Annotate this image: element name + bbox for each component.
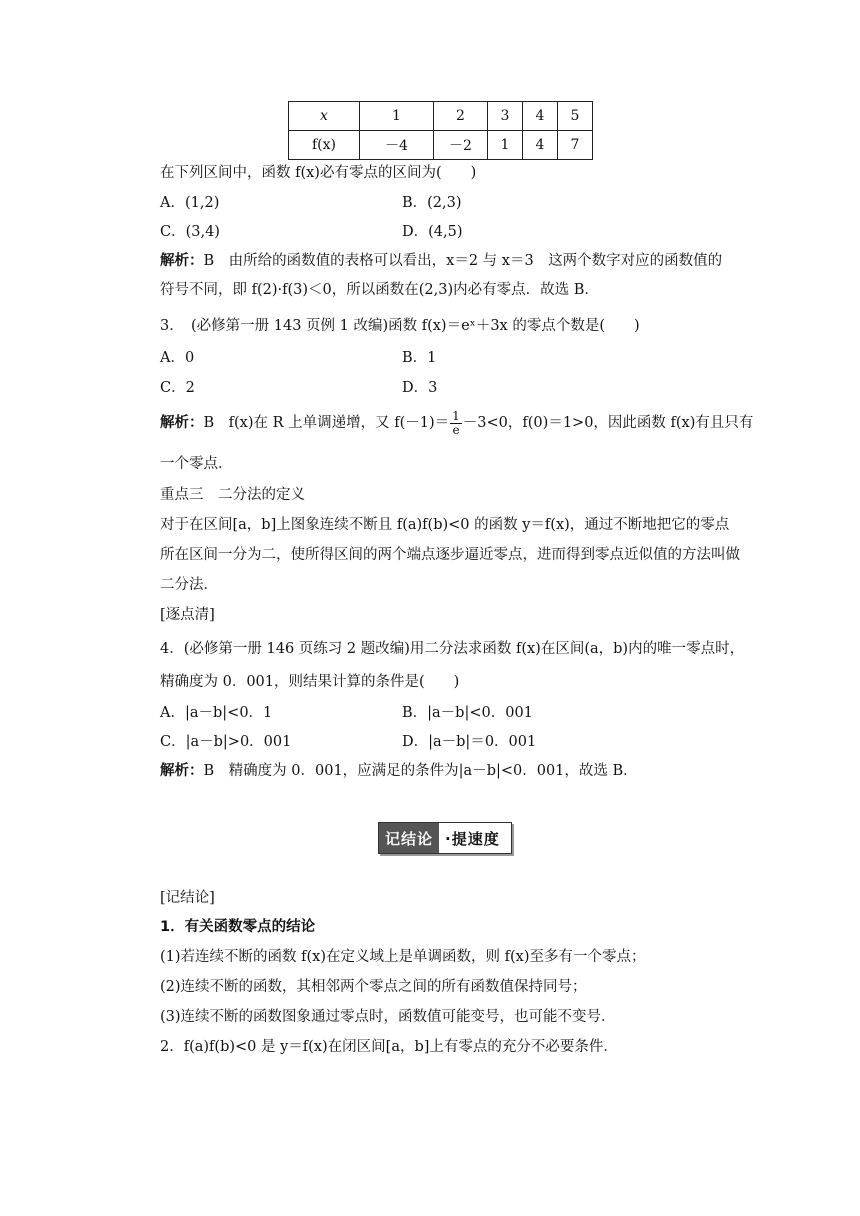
table-cell: 1 [360,102,434,131]
conclusion-item: 2．f(a)f(b)<0 是 y＝f(x)在闭区间[a，b]上有零点的充分不必要条件． [160,1039,618,1055]
solution-label: 解析： [160,763,204,779]
conclusion-item: (3)连续不断的函数图象通过零点时，函数值可能变号，也可能不变号． [160,1009,616,1025]
table-header-row [289,102,593,131]
drill-label: [逐点清] [160,607,215,623]
definition-text: 对于在区间[a，b]上图象连续不断且 f(a)f(b)<0 的函数 y＝f(x)，通过不断地把它的零点 [160,517,730,533]
question-3-option-c: C．2 [160,380,195,396]
table-cell: 1 [488,131,523,160]
table-cell: －4 [360,131,434,160]
question-2-stem: 在下列区间中，函数 f(x)必有零点的区间为( ) [160,165,477,181]
definition-text: 二分法． [160,577,218,593]
question-3-option-d: D．3 [402,380,438,396]
table-cell: x [289,102,360,131]
question-4-stem-line2: 精确度为 0．001，则结果计算的条件是( ) [160,674,460,690]
question-2-option-b: B．(2,3) [402,195,462,211]
banner-right: ·提速度 [439,823,506,853]
question-4-solution [160,761,638,781]
table-cell: 2 [434,102,488,131]
table-cell: 3 [488,102,523,131]
banner-left: 记结论 [379,823,439,853]
conclusions-label: [记结论] [160,890,215,906]
solution-label: 解析： [160,253,204,269]
fraction [450,410,462,437]
question-4-option-d: D．|a－b|＝0．001 [402,734,537,750]
question-2-option-c: C．(3,4) [160,224,220,240]
table-cell: 4 [523,131,558,160]
question-2-option-d: D．(4,5) [402,224,463,240]
question-3-solution-line2: 一个零点． [160,456,233,472]
solution-text: B 精确度为 0．001，应满足的条件为|a－b|<0．001，故选 B． [203,763,638,779]
section-title: 重点三 二分法的定义 [160,487,305,503]
section-banner [378,822,512,854]
value-table [288,101,593,160]
fraction-denominator: e [452,422,460,437]
table-cell: f(x) [289,131,360,160]
solution-text: B f(x)在 R 上单调递增，又 f(－1)＝ [203,415,450,431]
question-3-option-a: A．0 [160,350,195,366]
table-cell: －2 [434,131,488,160]
table-cell: 4 [523,102,558,131]
question-4-option-b: B．|a－b|<0．001 [402,705,533,721]
table-row [289,131,593,160]
definition-text: 所在区间一分为二，使所得区间的两个端点逐步逼近零点，进而得到零点近似值的方法叫做 [160,547,740,563]
table-cell: 7 [558,131,593,160]
question-4-option-a: A．|a－b|<0．1 [160,705,273,721]
conclusions-heading: 1．有关函数零点的结论 [160,919,316,935]
question-2-solution [160,251,722,271]
question-3-stem: 3． (必修第一册 143 页例 1 改编)函数 f(x)＝eˣ＋3x 的零点个数是( ) [160,318,640,334]
question-4-stem: 4．(必修第一册 146 页练习 2 题改编)用二分法求函数 f(x)在区间(a，b)内的唯一零点时， [160,641,745,657]
solution-text: B 由所给的函数值的表格可以看出，x＝2 与 x＝3 这两个数字对应的函数值的 [203,253,723,269]
conclusion-item: (1)若连续不断的函数 f(x)在定义域上是单调函数，则 f(x)至多有一个零点； [160,949,646,965]
table-cell: 5 [558,102,593,131]
fraction-numerator: 1 [452,408,460,423]
question-3-option-b: B．1 [402,350,437,366]
question-3-solution [160,408,753,438]
question-2-solution-line2: 符号不同，即 f(2)·f(3)＜0，所以函数在(2,3)内必有零点．故选 B． [160,282,599,298]
question-2-option-a: A．(1,2) [160,195,220,211]
conclusion-item: (2)连续不断的函数，其相邻两个零点之间的所有函数值保持同号； [160,979,587,995]
solution-text: －3<0，f(0)＝1>0，因此函数 f(x)有且只有 [462,415,754,431]
solution-label: 解析： [160,415,204,431]
question-4-option-c: C．|a－b|>0．001 [160,734,292,750]
